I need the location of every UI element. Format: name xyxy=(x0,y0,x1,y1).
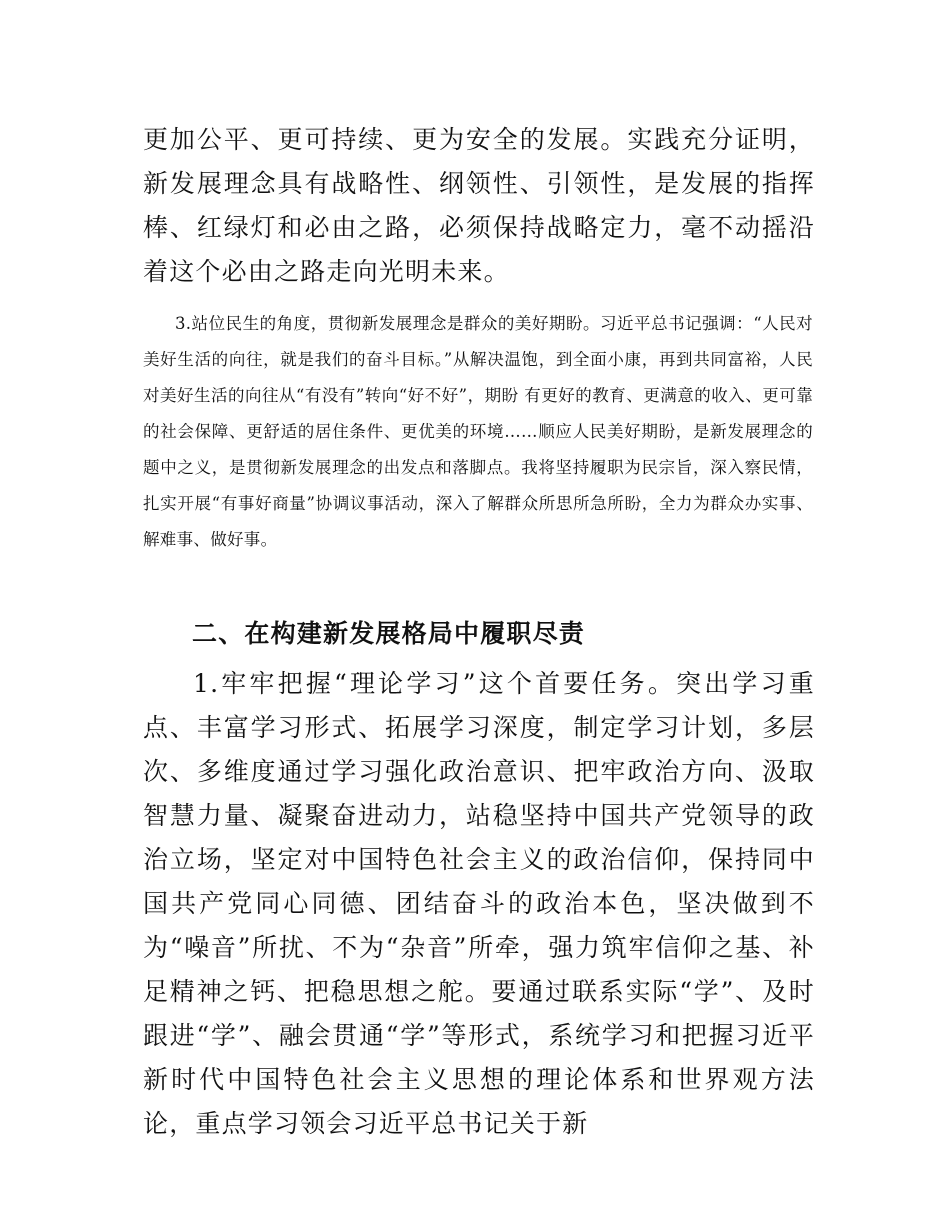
paragraph-3: 3.站位民生的角度，贯彻新发展理念是群众的美好期盼。习近平总书记强调：“人民对美好生活的向往，就是我们的奋斗目标。”从解决温饱，到全面小康，再到共同富裕，人民对美好生活的向往从“有没有”转向“好不好”，期盼 有更好的教育、更满意的收入、更可靠的社会保障、更舒适的居住条件、更优美的环境……顺应人民美好期盼，是新发展理念的题中之义，是贯彻新发展理念的出发点和落脚点。我将坚持履职为民宗旨，深入察民情，扎实开展“有事好商量”协调议事活动，深入了解群众所思所急所盼，全力为群众办实事、解难事、做好事。 xyxy=(143,314,813,549)
paragraph-1: 1.牢牢把握“理论学习”这个首要任务。突出学习重点、丰富学习形式、拓展学习深度，制定学习计划，多层次、多维度通过学习强化政治意识、把牢政治方向、汲取智慧力量、凝聚奋进动力，站稳坚持中国共产党领导的政治立场，坚定对中国特色社会主义的政治信仰，保持同中国共产党同心同德、团结奋斗的政治本色，坚决做到不为“噪音”所扰、不为“杂音”所牵，强力筑牢信仰之基、补足精神之钙、把稳思想之舵。要通过联系实际“学”、及时跟进“学”、融会贯通“学”等形式，系统学习和把握习近平新时代中国特色社会主义思想的理论体系和世界观方法论，重点学习领会习近平总书记关于新 xyxy=(143,669,815,1138)
paragraph-top: 更加公平、更可持续、更为安全的发展。实践充分证明，新发展理念具有战略性、纲领性、引领性，是发展的指挥棒、红绿灯和必由之路，必须保持战略定力，毫不动摇沿着这个必由之路走向光明未来。 xyxy=(143,125,815,286)
section-heading: 二、在构建新发展格局中履职尽责 xyxy=(192,619,586,648)
